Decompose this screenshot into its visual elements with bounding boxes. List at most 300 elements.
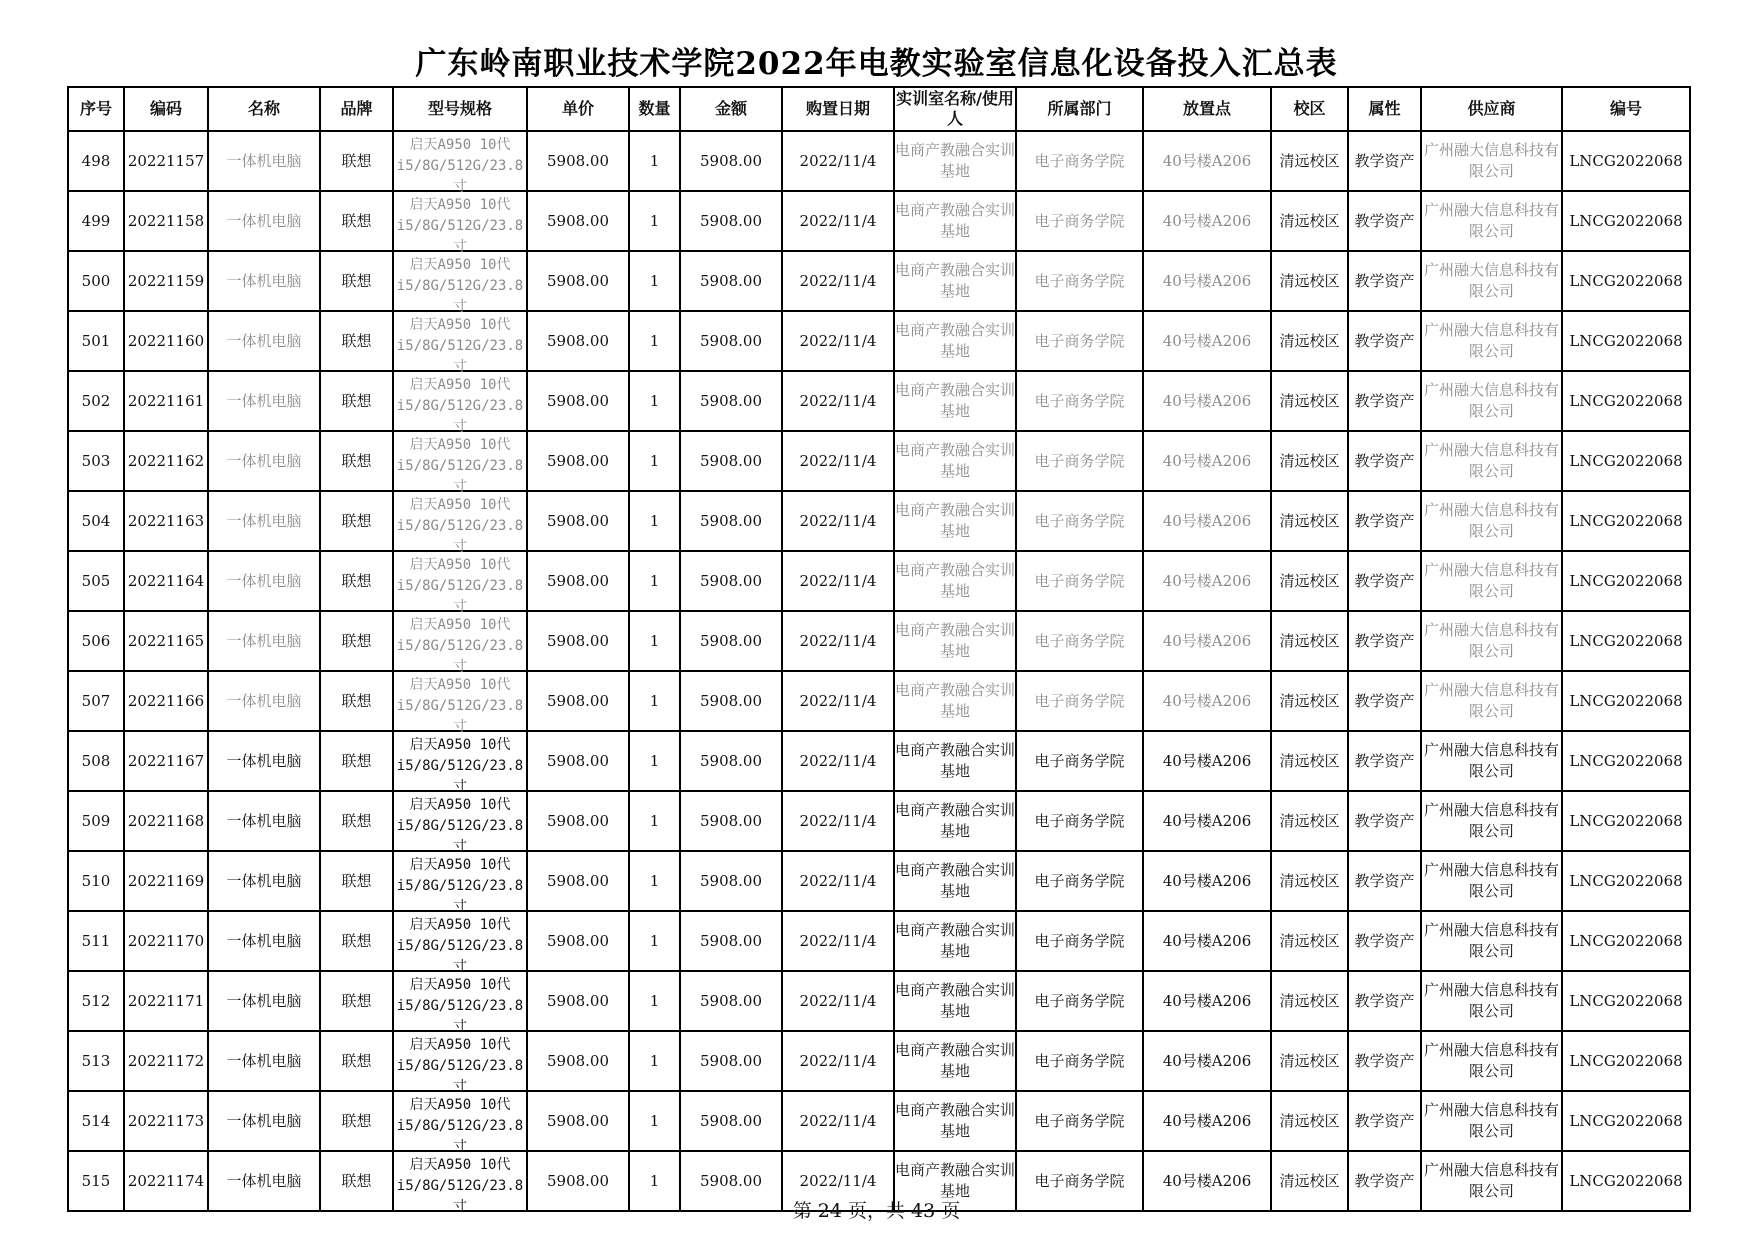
cell-qty: 1 (629, 1091, 680, 1151)
cell-number: LNCG2022068 (1562, 551, 1690, 611)
spec-line-2: i5/8G/512G/23.8 (396, 518, 524, 534)
cell-lab: 电商产教融合实训基地 (894, 671, 1016, 731)
cell-date: 2022/11/4 (782, 131, 894, 191)
table-row (68, 551, 1690, 611)
cell-number: LNCG2022068 (1562, 911, 1690, 971)
cell-number: LNCG2022068 (1562, 731, 1690, 791)
cell-spec (393, 671, 527, 735)
equipment-table (67, 86, 1691, 1215)
cell-supplier: 广州融大信息科技有限公司 (1421, 131, 1562, 191)
cell-number: LNCG2022068 (1562, 851, 1690, 911)
cell-brand: 联想 (320, 791, 393, 851)
cell-code: 20221164 (124, 551, 208, 611)
cell-attr: 教学资产 (1348, 1091, 1421, 1151)
cell-seq: 501 (68, 311, 124, 371)
cell-code: 20221171 (124, 971, 208, 1031)
cell-name: 一体机电脑 (208, 431, 320, 491)
cell-dept: 电子商务学院 (1016, 851, 1143, 911)
cell-lab: 电商产教融合实训基地 (894, 311, 1016, 371)
spec-line-2: i5/8G/512G/23.8 (396, 278, 524, 294)
cell-qty: 1 (629, 731, 680, 791)
cell-code: 20221163 (124, 491, 208, 551)
cell-amount: 5908.00 (680, 731, 782, 791)
spec-line-2: i5/8G/512G/23.8 (396, 158, 524, 174)
cell-lab: 电商产教融合实训基地 (894, 251, 1016, 311)
cell-supplier: 广州融大信息科技有限公司 (1421, 911, 1562, 971)
cell-location: 40号楼A206 (1143, 671, 1271, 731)
table-row (68, 1031, 1690, 1091)
cell-seq: 515 (68, 1151, 124, 1211)
table-row (68, 791, 1690, 851)
cell-date: 2022/11/4 (782, 911, 894, 971)
cell-spec (393, 971, 527, 1035)
cell-campus: 清远校区 (1271, 551, 1348, 611)
cell-supplier: 广州融大信息科技有限公司 (1421, 251, 1562, 311)
cell-number: LNCG2022068 (1562, 971, 1690, 1031)
cell-brand: 联想 (320, 191, 393, 251)
cell-date: 2022/11/4 (782, 731, 894, 791)
cell-attr: 教学资产 (1348, 791, 1421, 851)
table-row (68, 311, 1690, 371)
col-header-qty: 数量 (629, 87, 680, 131)
cell-campus: 清远校区 (1271, 311, 1348, 371)
table-row (68, 611, 1690, 671)
col-header-spec: 型号规格 (393, 87, 527, 131)
spec-line-2: i5/8G/512G/23.8 (396, 458, 524, 474)
cell-code: 20221160 (124, 311, 208, 371)
spec-line-2: i5/8G/512G/23.8 (396, 398, 524, 414)
cell-campus: 清远校区 (1271, 131, 1348, 191)
cell-dept: 电子商务学院 (1016, 191, 1143, 251)
spec-line-2: i5/8G/512G/23.8 (396, 218, 524, 234)
spec-line-3: 寸 (453, 719, 467, 735)
cell-seq: 514 (68, 1091, 124, 1151)
cell-supplier: 广州融大信息科技有限公司 (1421, 551, 1562, 611)
cell-price: 5908.00 (527, 1151, 629, 1211)
cell-brand: 联想 (320, 911, 393, 971)
table-row (68, 191, 1690, 251)
cell-code: 20221169 (124, 851, 208, 911)
spec-line-1: 启天A950 10代 (409, 257, 511, 273)
cell-qty: 1 (629, 251, 680, 311)
cell-spec (393, 311, 527, 375)
spec-line-1: 启天A950 10代 (409, 1037, 511, 1053)
cell-location: 40号楼A206 (1143, 1151, 1271, 1211)
cell-spec (393, 1091, 527, 1155)
cell-attr: 教学资产 (1348, 731, 1421, 791)
cell-seq: 512 (68, 971, 124, 1031)
col-header-attr: 属性 (1348, 87, 1421, 131)
cell-attr: 教学资产 (1348, 551, 1421, 611)
cell-price: 5908.00 (527, 851, 629, 911)
cell-amount: 5908.00 (680, 791, 782, 851)
spec-line-1: 启天A950 10代 (409, 557, 511, 573)
spec-line-1: 启天A950 10代 (409, 617, 511, 633)
cell-seq: 498 (68, 131, 124, 191)
cell-lab: 电商产教融合实训基地 (894, 1151, 1016, 1211)
table-row (68, 671, 1690, 731)
cell-qty: 1 (629, 191, 680, 251)
spec-line-3: 寸 (453, 419, 467, 435)
cell-lab: 电商产教融合实训基地 (894, 911, 1016, 971)
col-header-dept: 所属部门 (1016, 87, 1143, 131)
cell-date: 2022/11/4 (782, 611, 894, 671)
cell-qty: 1 (629, 311, 680, 371)
cell-seq: 503 (68, 431, 124, 491)
cell-number: LNCG2022068 (1562, 1031, 1690, 1091)
cell-seq: 500 (68, 251, 124, 311)
cell-brand: 联想 (320, 611, 393, 671)
cell-date: 2022/11/4 (782, 431, 894, 491)
cell-number: LNCG2022068 (1562, 191, 1690, 251)
cell-code: 20221159 (124, 251, 208, 311)
cell-spec (393, 371, 527, 435)
cell-supplier: 广州融大信息科技有限公司 (1421, 191, 1562, 251)
cell-name: 一体机电脑 (208, 191, 320, 251)
cell-spec (393, 251, 527, 315)
cell-lab: 电商产教融合实训基地 (894, 491, 1016, 551)
cell-supplier: 广州融大信息科技有限公司 (1421, 791, 1562, 851)
spec-line-3: 寸 (453, 179, 467, 195)
cell-brand: 联想 (320, 1091, 393, 1151)
cell-lab: 电商产教融合实训基地 (894, 791, 1016, 851)
cell-number: LNCG2022068 (1562, 431, 1690, 491)
cell-price: 5908.00 (527, 431, 629, 491)
cell-number: LNCG2022068 (1562, 671, 1690, 731)
cell-spec (393, 431, 527, 495)
cell-name: 一体机电脑 (208, 971, 320, 1031)
cell-qty: 1 (629, 671, 680, 731)
cell-seq: 505 (68, 551, 124, 611)
spec-line-3: 寸 (453, 1199, 467, 1215)
cell-code: 20221165 (124, 611, 208, 671)
cell-price: 5908.00 (527, 671, 629, 731)
spec-line-1: 启天A950 10代 (409, 317, 511, 333)
col-header-seq: 序号 (68, 87, 124, 131)
col-header-price: 单价 (527, 87, 629, 131)
cell-qty: 1 (629, 551, 680, 611)
col-header-campus: 校区 (1271, 87, 1348, 131)
cell-brand: 联想 (320, 431, 393, 491)
table-row (68, 851, 1690, 911)
cell-dept: 电子商务学院 (1016, 131, 1143, 191)
cell-lab: 电商产教融合实训基地 (894, 551, 1016, 611)
cell-campus: 清远校区 (1271, 1091, 1348, 1151)
cell-lab: 电商产教融合实训基地 (894, 611, 1016, 671)
cell-campus: 清远校区 (1271, 431, 1348, 491)
table-row (68, 431, 1690, 491)
cell-campus: 清远校区 (1271, 191, 1348, 251)
spec-line-2: i5/8G/512G/23.8 (396, 338, 524, 354)
spec-line-2: i5/8G/512G/23.8 (396, 998, 524, 1014)
cell-brand: 联想 (320, 491, 393, 551)
cell-name: 一体机电脑 (208, 731, 320, 791)
cell-lab: 电商产教融合实训基地 (894, 1031, 1016, 1091)
cell-supplier: 广州融大信息科技有限公司 (1421, 431, 1562, 491)
cell-attr: 教学资产 (1348, 851, 1421, 911)
cell-supplier: 广州融大信息科技有限公司 (1421, 1091, 1562, 1151)
cell-dept: 电子商务学院 (1016, 251, 1143, 311)
cell-amount: 5908.00 (680, 311, 782, 371)
cell-qty: 1 (629, 971, 680, 1031)
col-header-location: 放置点 (1143, 87, 1271, 131)
cell-seq: 506 (68, 611, 124, 671)
cell-price: 5908.00 (527, 131, 629, 191)
cell-supplier: 广州融大信息科技有限公司 (1421, 851, 1562, 911)
spec-line-3: 寸 (453, 659, 467, 675)
cell-amount: 5908.00 (680, 491, 782, 551)
cell-amount: 5908.00 (680, 671, 782, 731)
cell-code: 20221157 (124, 131, 208, 191)
cell-supplier: 广州融大信息科技有限公司 (1421, 311, 1562, 371)
table-row (68, 971, 1690, 1031)
cell-name: 一体机电脑 (208, 911, 320, 971)
cell-lab: 电商产教融合实训基地 (894, 131, 1016, 191)
cell-attr: 教学资产 (1348, 971, 1421, 1031)
cell-brand: 联想 (320, 311, 393, 371)
cell-campus: 清远校区 (1271, 371, 1348, 431)
cell-spec (393, 611, 527, 675)
cell-attr: 教学资产 (1348, 251, 1421, 311)
cell-qty: 1 (629, 1031, 680, 1091)
spec-line-3: 寸 (453, 299, 467, 315)
cell-location: 40号楼A206 (1143, 491, 1271, 551)
cell-location: 40号楼A206 (1143, 431, 1271, 491)
cell-amount: 5908.00 (680, 131, 782, 191)
col-header-name: 名称 (208, 87, 320, 131)
col-header-supplier: 供应商 (1421, 87, 1562, 131)
cell-name: 一体机电脑 (208, 251, 320, 311)
cell-supplier: 广州融大信息科技有限公司 (1421, 731, 1562, 791)
spec-line-3: 寸 (453, 479, 467, 495)
spec-line-2: i5/8G/512G/23.8 (396, 698, 524, 714)
page-indicator: 第 24 页，共 43 页 (792, 1200, 961, 1222)
cell-code: 20221167 (124, 731, 208, 791)
cell-spec (393, 551, 527, 615)
cell-brand: 联想 (320, 851, 393, 911)
cell-price: 5908.00 (527, 551, 629, 611)
cell-number: LNCG2022068 (1562, 251, 1690, 311)
cell-amount: 5908.00 (680, 371, 782, 431)
cell-campus: 清远校区 (1271, 611, 1348, 671)
cell-date: 2022/11/4 (782, 851, 894, 911)
cell-date: 2022/11/4 (782, 311, 894, 371)
cell-campus: 清远校区 (1271, 671, 1348, 731)
spec-line-2: i5/8G/512G/23.8 (396, 1058, 524, 1074)
cell-seq: 508 (68, 731, 124, 791)
cell-brand: 联想 (320, 671, 393, 731)
cell-attr: 教学资产 (1348, 1031, 1421, 1091)
cell-brand: 联想 (320, 971, 393, 1031)
spec-line-1: 启天A950 10代 (409, 437, 511, 453)
cell-name: 一体机电脑 (208, 791, 320, 851)
cell-dept: 电子商务学院 (1016, 371, 1143, 431)
cell-dept: 电子商务学院 (1016, 971, 1143, 1031)
cell-dept: 电子商务学院 (1016, 911, 1143, 971)
spec-line-1: 启天A950 10代 (409, 377, 511, 393)
cell-campus: 清远校区 (1271, 1031, 1348, 1091)
cell-date: 2022/11/4 (782, 371, 894, 431)
cell-campus: 清远校区 (1271, 911, 1348, 971)
cell-number: LNCG2022068 (1562, 1091, 1690, 1151)
cell-code: 20221166 (124, 671, 208, 731)
cell-qty: 1 (629, 131, 680, 191)
cell-lab: 电商产教融合实训基地 (894, 371, 1016, 431)
col-header-date: 购置日期 (782, 87, 894, 131)
cell-date: 2022/11/4 (782, 191, 894, 251)
cell-supplier: 广州融大信息科技有限公司 (1421, 491, 1562, 551)
cell-code: 20221168 (124, 791, 208, 851)
cell-attr: 教学资产 (1348, 311, 1421, 371)
cell-date: 2022/11/4 (782, 491, 894, 551)
cell-spec (393, 911, 527, 975)
spec-line-3: 寸 (453, 779, 467, 795)
cell-price: 5908.00 (527, 911, 629, 971)
col-header-code: 编码 (124, 87, 208, 131)
cell-lab: 电商产教融合实训基地 (894, 191, 1016, 251)
cell-seq: 511 (68, 911, 124, 971)
cell-location: 40号楼A206 (1143, 311, 1271, 371)
spec-line-1: 启天A950 10代 (409, 497, 511, 513)
cell-seq: 513 (68, 1031, 124, 1091)
cell-dept: 电子商务学院 (1016, 1091, 1143, 1151)
spec-line-3: 寸 (453, 1019, 467, 1035)
cell-seq: 502 (68, 371, 124, 431)
cell-amount: 5908.00 (680, 191, 782, 251)
cell-seq: 510 (68, 851, 124, 911)
cell-spec (393, 131, 527, 195)
cell-number: LNCG2022068 (1562, 311, 1690, 371)
table-row (68, 911, 1690, 971)
spec-line-2: i5/8G/512G/23.8 (396, 878, 524, 894)
spec-line-2: i5/8G/512G/23.8 (396, 938, 524, 954)
cell-price: 5908.00 (527, 311, 629, 371)
cell-name: 一体机电脑 (208, 551, 320, 611)
cell-brand: 联想 (320, 731, 393, 791)
cell-brand: 联想 (320, 131, 393, 191)
cell-campus: 清远校区 (1271, 791, 1348, 851)
cell-supplier: 广州融大信息科技有限公司 (1421, 1151, 1562, 1211)
spec-line-3: 寸 (453, 359, 467, 375)
table-row (68, 491, 1690, 551)
cell-number: LNCG2022068 (1562, 791, 1690, 851)
cell-campus: 清远校区 (1271, 491, 1348, 551)
cell-number: LNCG2022068 (1562, 611, 1690, 671)
cell-name: 一体机电脑 (208, 131, 320, 191)
cell-code: 20221170 (124, 911, 208, 971)
spec-line-1: 启天A950 10代 (409, 197, 511, 213)
cell-supplier: 广州融大信息科技有限公司 (1421, 971, 1562, 1031)
cell-brand: 联想 (320, 251, 393, 311)
cell-qty: 1 (629, 911, 680, 971)
cell-location: 40号楼A206 (1143, 791, 1271, 851)
spec-line-1: 启天A950 10代 (409, 1097, 511, 1113)
col-header-brand: 品牌 (320, 87, 393, 131)
cell-date: 2022/11/4 (782, 1031, 894, 1091)
cell-amount: 5908.00 (680, 971, 782, 1031)
cell-supplier: 广州融大信息科技有限公司 (1421, 371, 1562, 431)
cell-date: 2022/11/4 (782, 1151, 894, 1211)
cell-name: 一体机电脑 (208, 611, 320, 671)
cell-code: 20221173 (124, 1091, 208, 1151)
cell-dept: 电子商务学院 (1016, 1151, 1143, 1211)
cell-qty: 1 (629, 791, 680, 851)
cell-price: 5908.00 (527, 611, 629, 671)
cell-attr: 教学资产 (1348, 1151, 1421, 1211)
spec-line-1: 启天A950 10代 (409, 857, 511, 873)
cell-price: 5908.00 (527, 731, 629, 791)
cell-lab: 电商产教融合实训基地 (894, 731, 1016, 791)
cell-code: 20221162 (124, 431, 208, 491)
spec-line-2: i5/8G/512G/23.8 (396, 758, 524, 774)
cell-brand: 联想 (320, 1151, 393, 1211)
cell-campus: 清远校区 (1271, 251, 1348, 311)
spec-line-2: i5/8G/512G/23.8 (396, 1118, 524, 1134)
cell-name: 一体机电脑 (208, 671, 320, 731)
cell-brand: 联想 (320, 551, 393, 611)
cell-qty: 1 (629, 431, 680, 491)
cell-supplier: 广州融大信息科技有限公司 (1421, 1031, 1562, 1091)
cell-seq: 509 (68, 791, 124, 851)
cell-location: 40号楼A206 (1143, 131, 1271, 191)
cell-location: 40号楼A206 (1143, 1031, 1271, 1091)
cell-campus: 清远校区 (1271, 731, 1348, 791)
cell-location: 40号楼A206 (1143, 851, 1271, 911)
cell-brand: 联想 (320, 371, 393, 431)
spec-line-1: 启天A950 10代 (409, 137, 511, 153)
cell-amount: 5908.00 (680, 851, 782, 911)
cell-amount: 5908.00 (680, 431, 782, 491)
table-row (68, 251, 1690, 311)
cell-attr: 教学资产 (1348, 131, 1421, 191)
cell-lab: 电商产教融合实训基地 (894, 1091, 1016, 1151)
cell-attr: 教学资产 (1348, 191, 1421, 251)
spec-line-3: 寸 (453, 1079, 467, 1095)
cell-code: 20221174 (124, 1151, 208, 1211)
cell-name: 一体机电脑 (208, 1031, 320, 1091)
cell-code: 20221158 (124, 191, 208, 251)
cell-qty: 1 (629, 1151, 680, 1211)
cell-location: 40号楼A206 (1143, 551, 1271, 611)
cell-name: 一体机电脑 (208, 491, 320, 551)
cell-seq: 504 (68, 491, 124, 551)
document-title: 广东岭南职业技术学院2022年电教实验室信息化设备投入汇总表 (415, 46, 1338, 82)
cell-price: 5908.00 (527, 191, 629, 251)
cell-amount: 5908.00 (680, 551, 782, 611)
cell-spec (393, 491, 527, 555)
cell-supplier: 广州融大信息科技有限公司 (1421, 671, 1562, 731)
cell-number: LNCG2022068 (1562, 491, 1690, 551)
cell-code: 20221161 (124, 371, 208, 431)
cell-qty: 1 (629, 491, 680, 551)
cell-location: 40号楼A206 (1143, 1091, 1271, 1151)
cell-spec (393, 1031, 527, 1095)
cell-dept: 电子商务学院 (1016, 551, 1143, 611)
spec-line-3: 寸 (453, 899, 467, 915)
cell-amount: 5908.00 (680, 911, 782, 971)
cell-brand: 联想 (320, 1031, 393, 1091)
cell-name: 一体机电脑 (208, 1091, 320, 1151)
cell-number: LNCG2022068 (1562, 131, 1690, 191)
cell-price: 5908.00 (527, 1091, 629, 1151)
cell-number: LNCG2022068 (1562, 371, 1690, 431)
cell-location: 40号楼A206 (1143, 611, 1271, 671)
cell-price: 5908.00 (527, 791, 629, 851)
spec-line-2: i5/8G/512G/23.8 (396, 818, 524, 834)
cell-dept: 电子商务学院 (1016, 611, 1143, 671)
cell-dept: 电子商务学院 (1016, 311, 1143, 371)
cell-seq: 499 (68, 191, 124, 251)
